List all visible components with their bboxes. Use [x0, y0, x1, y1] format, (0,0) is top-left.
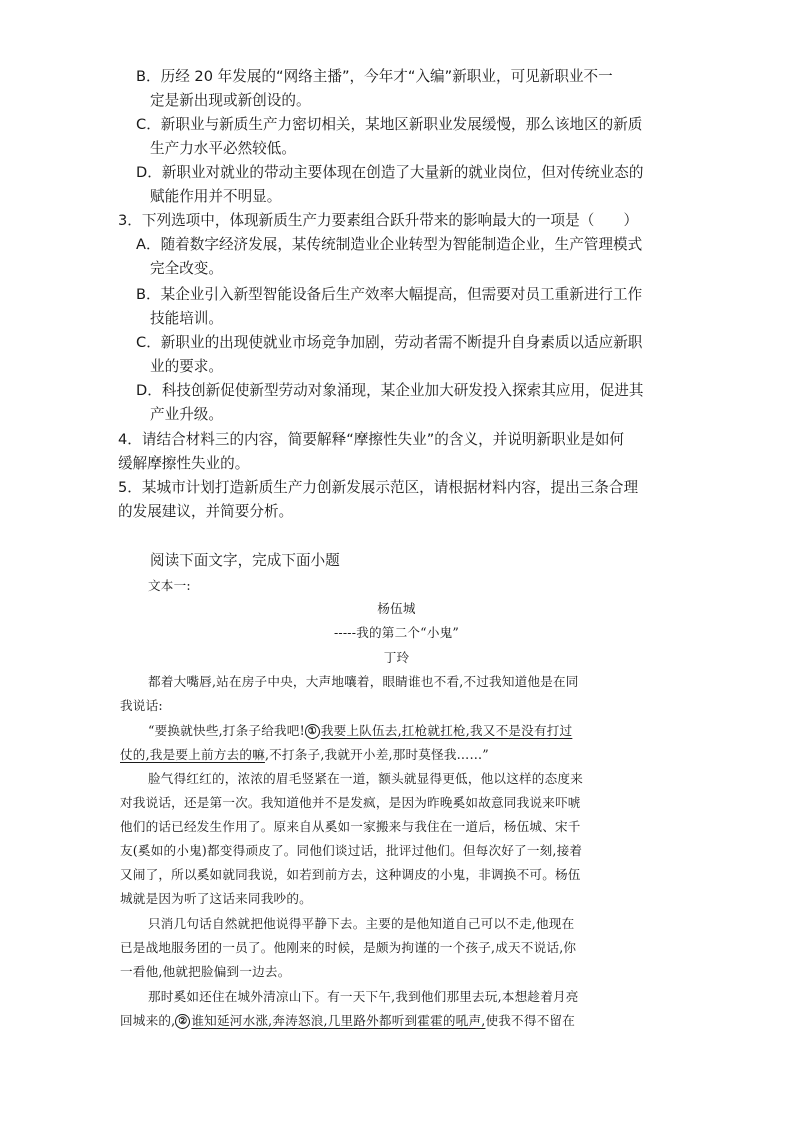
- q2-option-d-line2: 赋能作用并不明显。: [150, 188, 282, 205]
- q2-option-d-line1: D．新职业对就业的带动主要体现在创造了大量新的就业岗位，但对传统业态的: [136, 164, 644, 181]
- q3-option-c-line1: C．新职业的出现使就业市场竞争加剧，劳动者需不断提升自身素质以适应新职: [136, 334, 643, 351]
- q4-line2: 缓解摩擦性失业的。: [118, 455, 250, 472]
- q3-option-c-line2: 业的要求。: [150, 358, 223, 375]
- paragraph-5-line2: [120, 1010, 575, 1032]
- paragraph-3-line3: 他们的话已经发生作用了。原来自从奚如一家搬来与我住在一道后，杨伍城、宋千: [120, 819, 581, 834]
- story-title: 杨伍城: [377, 601, 416, 616]
- q3-option-a-line1: A．随着数字经济发展，某传统制造业企业转型为智能制造企业，生产管理模式: [136, 236, 643, 253]
- q3-option-a-line2: 完全改变。: [150, 260, 223, 277]
- paragraph-1-line1: 都着大嘴唇,站在房子中央，大声地嚷着，眼睛谁也不看,不过我知道他是在同: [148, 674, 579, 689]
- paragraph-4-line1: 只消几句话自然就把他说得平静下去。主要的是他知道自己可以不走,他现在: [148, 916, 575, 931]
- annotation-mark-2: ②: [175, 1014, 190, 1029]
- underlined-sentence-2: 谁知延河水涨,奔涛怒浪,几里路外都听到霍霍的吼声,: [191, 1013, 486, 1028]
- reading-intro: 阅读下面文字，完成下面小题: [150, 552, 340, 569]
- paragraph-3-line6: 城就是因为听了这话来同我吵的。: [120, 891, 312, 906]
- paragraph-1-line2: 我说话:: [120, 698, 163, 713]
- q2-option-b-line2: 定是新出现或新创设的。: [150, 92, 311, 109]
- annotation-mark-1: ①: [305, 724, 320, 739]
- underlined-sentence-1b: 仗的,我是要上前方去的嘛: [120, 747, 265, 762]
- q3-option-b-line2: 技能培训。: [150, 310, 223, 327]
- q5-line1: 5．某城市计划打造新质生产力创新发展示范区，请根据材料内容，提出三条合理: [118, 479, 639, 496]
- q2-option-b-line1: B．历经 20 年发展的“网络主播”，今年才“入编”新职业，可见新职业不一: [136, 68, 613, 85]
- paragraph-3-line1: 脸气得红红的，浓浓的眉毛竖紧在一道，额头就显得更低，他以这样的态度来: [148, 771, 583, 786]
- q5-line2: 的发展建议，并简要分析。: [118, 503, 294, 520]
- paragraph-4-line3: 一看他,他就把脸偏到一边去。: [120, 964, 291, 979]
- q3-option-d-line2: 产业升级。: [150, 406, 223, 423]
- story-subtitle: -----我的第二个“小鬼”: [333, 625, 460, 640]
- underlined-sentence-1a: 我要上队伍去,扛枪就扛枪,我又不是没有打过: [320, 723, 573, 738]
- q2-option-c-line1: C．新职业与新质生产力密切相关，某地区新职业发展缓慢，那么该地区的新质: [136, 116, 643, 133]
- q3-option-b-line1: B．某企业引入新型智能设备后生产效率大幅提高，但需要对员工重新进行工作: [136, 286, 643, 303]
- paragraph-5-line1: 那时奚如还住在城外清凉山下。有一天下午,我到他们那里去玩,本想趁着月亮: [148, 989, 579, 1004]
- paragraph-3-line2: 对我说话，还是第一次。我知道他并不是发疯，是因为昨晚奚如故意同我说来吓唬: [120, 795, 581, 810]
- paragraph-5-tail: 使我不得不留在: [485, 1013, 576, 1028]
- quote-start-text: “要换就快些,打条子给我吧!: [148, 723, 305, 738]
- paragraph-5-lead: 回城来的,: [120, 1013, 176, 1028]
- paragraph-4-line2: 已是战地服务团的一员了。他刚来的时候，是颇为拘谨的一个孩子,成天不说话,你: [120, 940, 577, 955]
- paragraph-2-line2: [120, 744, 489, 766]
- q4-line1: 4．请结合材料三的内容，简要解释“摩擦性失业”的含义，并说明新职业是如何: [118, 431, 625, 448]
- text-one-label: 文本一:: [148, 578, 191, 593]
- q3-stem: 3．下列选项中，体现新质生产力要素组合跃升带来的影响最大的一项是（ ）: [118, 212, 639, 229]
- story-author: 丁玲: [383, 650, 410, 665]
- paragraph-2-line1: [148, 720, 572, 742]
- paragraph-3-line4: 友(奚如的小鬼)都变得顽皮了。同他们谈过话，批评过他们。但每次好了一刻,接着: [120, 843, 583, 858]
- q2-option-c-line2: 生产力水平必然较低。: [150, 140, 296, 157]
- paragraph-3-line5: 又闹了，所以奚如就同我说，如若到前方去，这种调皮的小鬼，非调换不可。杨伍: [120, 867, 581, 882]
- q3-option-d-line1: D．科技创新促使新型劳动对象涌现，某企业加大研发投入探索其应用，促进其: [136, 382, 644, 399]
- quote-end-text: ,不打条子,我就开小差,那时莫怪我……”: [264, 747, 489, 762]
